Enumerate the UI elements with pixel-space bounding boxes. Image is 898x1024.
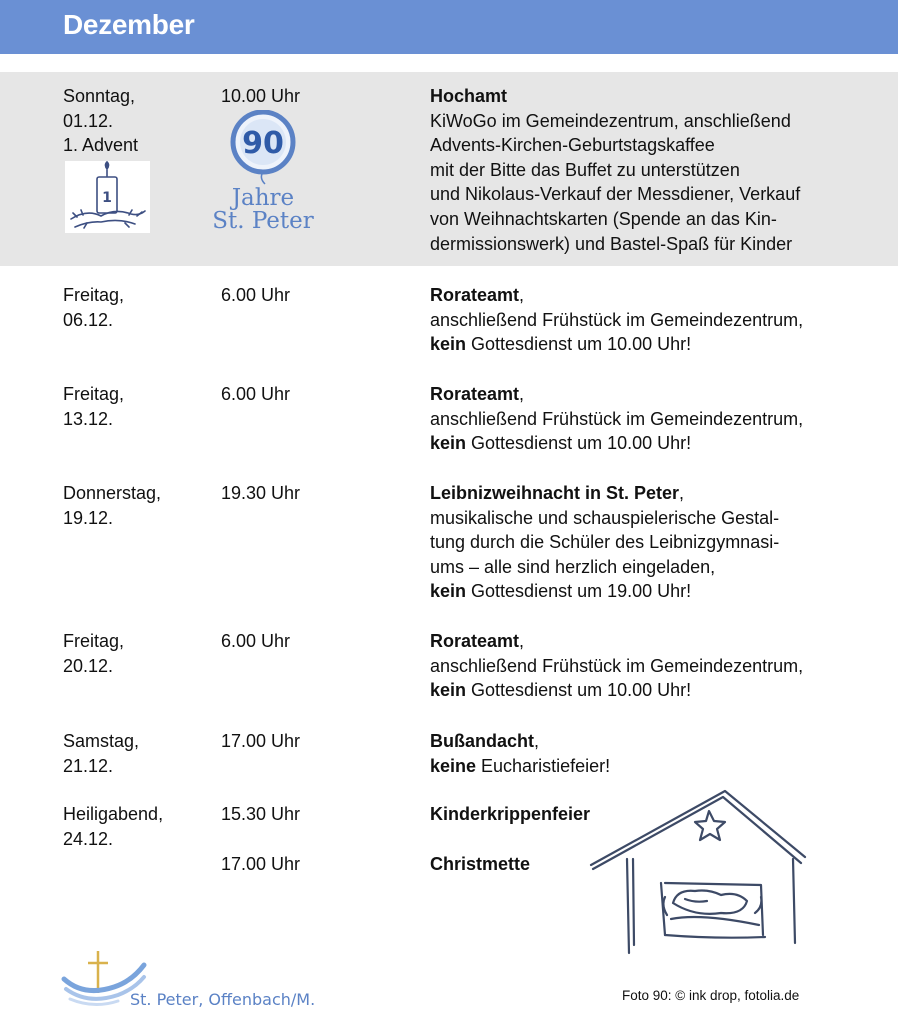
badge-line-parish: St. Peter bbox=[212, 208, 314, 234]
event-description bbox=[430, 629, 803, 703]
month-title: Dezember bbox=[63, 9, 195, 40]
parish-logo-text: St. Peter, Offenbach/M. bbox=[130, 990, 316, 1009]
note-emphasis: keine bbox=[430, 755, 477, 776]
note-text: Gottesdienst um 19.00 Uhr! bbox=[466, 581, 692, 602]
note-text: Gottesdienst um 10.00 Uhr! bbox=[466, 334, 692, 355]
event-title: Rorateamt bbox=[430, 285, 520, 305]
title-suffix: , bbox=[679, 483, 685, 503]
date-day: 20.12. bbox=[63, 655, 114, 676]
date-weekday: Samstag, bbox=[63, 731, 140, 751]
event-title: Rorateamt bbox=[430, 384, 520, 404]
event-desc-line: anschließend Frühstück im Gemeindezentrum, bbox=[430, 408, 804, 429]
badge-line-jahre: Jahre bbox=[231, 185, 295, 211]
event-date bbox=[63, 84, 138, 158]
event-date bbox=[63, 729, 139, 778]
event-desc-line: mit der Bitte das Buffet zu unterstützen bbox=[430, 159, 740, 180]
title-suffix: , bbox=[534, 731, 540, 751]
date-weekday: Freitag, bbox=[63, 384, 125, 404]
event-time: 6.00 Uhr bbox=[221, 285, 291, 305]
date-day: 01.12. bbox=[63, 110, 114, 131]
title-suffix: , bbox=[519, 285, 525, 305]
event-desc-line: von Weihnachtskarten (Spende an das Kin- bbox=[430, 208, 777, 229]
event-title: Leibnizweihnacht in St. Peter bbox=[430, 483, 680, 503]
event-time: 6.00 Uhr bbox=[221, 384, 291, 404]
note-emphasis: kein bbox=[430, 433, 467, 454]
event-date bbox=[63, 802, 163, 851]
nativity-crib-sketch bbox=[585, 785, 810, 960]
anniversary-balloon-icon bbox=[208, 110, 318, 190]
event-desc-line: anschließend Frühstück im Gemeindezentrum, bbox=[430, 309, 804, 330]
event-desc-line: dermissionswerk) und Bastel-Spaß für Kinder bbox=[430, 233, 793, 254]
event-title: Kinderkrippenfeier bbox=[430, 804, 591, 824]
note-text: Eucharistiefeier! bbox=[476, 755, 611, 776]
date-day: 13.12. bbox=[63, 408, 114, 429]
event-title-secondary-cell bbox=[430, 852, 530, 877]
note-text: Gottesdienst um 10.00 Uhr! bbox=[466, 680, 692, 701]
event-date bbox=[63, 382, 124, 431]
anniversary-badge bbox=[208, 110, 318, 235]
date-weekday: Donnerstag, bbox=[63, 483, 162, 503]
note-text: Gottesdienst um 10.00 Uhr! bbox=[466, 433, 692, 454]
event-title: Bußandacht bbox=[430, 731, 535, 751]
advent-number: 1 bbox=[102, 190, 112, 206]
photo-credit: Foto 90: © ink drop, fotolia.de bbox=[622, 988, 800, 1003]
note-emphasis: kein bbox=[430, 334, 467, 355]
event-desc-line: anschließend Frühstück im Gemeindezentrum, bbox=[430, 655, 804, 676]
event-title-cell bbox=[430, 802, 590, 827]
date-weekday: Freitag, bbox=[63, 631, 125, 651]
event-desc-line: musikalische und schauspielerische Gestal- bbox=[430, 507, 780, 528]
advent-candle-image bbox=[65, 161, 150, 233]
event-time: 10.00 Uhr bbox=[221, 86, 301, 106]
event-time: 15.30 Uhr bbox=[221, 804, 301, 824]
date-day: 06.12. bbox=[63, 309, 114, 330]
event-date bbox=[63, 283, 124, 332]
event-description bbox=[430, 283, 803, 357]
event-title-secondary: Christmette bbox=[430, 854, 531, 874]
event-title: Hochamt bbox=[430, 86, 508, 106]
event-desc-line: KiWoGo im Gemeindezentrum, anschließend bbox=[430, 110, 791, 131]
event-description bbox=[430, 382, 803, 456]
event-time: 19.30 Uhr bbox=[221, 483, 301, 503]
event-time: 17.00 Uhr bbox=[221, 731, 301, 751]
event-desc-line: und Nikolaus-Verkauf der Messdiener, Verkauf bbox=[430, 184, 801, 205]
date-day: 19.12. bbox=[63, 507, 114, 528]
date-weekday: Freitag, bbox=[63, 285, 125, 305]
date-day: 21.12. bbox=[63, 755, 114, 776]
event-time: 6.00 Uhr bbox=[221, 631, 291, 651]
event-description bbox=[430, 84, 800, 256]
date-note: 1. Advent bbox=[63, 135, 139, 156]
note-emphasis: kein bbox=[430, 680, 467, 701]
event-description bbox=[430, 481, 779, 604]
event-desc-line: ums – alle sind herzlich eingeladen, bbox=[430, 556, 716, 577]
month-header bbox=[0, 0, 898, 54]
event-date bbox=[63, 481, 161, 530]
badge-number: 90 bbox=[242, 126, 284, 161]
event-title: Rorateamt bbox=[430, 631, 520, 651]
event-date bbox=[63, 629, 124, 678]
note-emphasis: kein bbox=[430, 581, 467, 602]
event-desc-line: tung durch die Schüler des Leibnizgymnasi- bbox=[430, 532, 780, 553]
event-desc-line: Advents-Kirchen-Geburtstagskaffee bbox=[430, 135, 715, 156]
date-weekday: Sonntag, bbox=[63, 86, 136, 106]
event-description bbox=[430, 729, 610, 778]
date-day: 24.12. bbox=[63, 828, 114, 849]
title-suffix: , bbox=[519, 631, 525, 651]
event-time-secondary: 17.00 Uhr bbox=[221, 854, 301, 874]
title-suffix: , bbox=[519, 384, 525, 404]
date-weekday: Heiligabend, bbox=[63, 804, 164, 824]
